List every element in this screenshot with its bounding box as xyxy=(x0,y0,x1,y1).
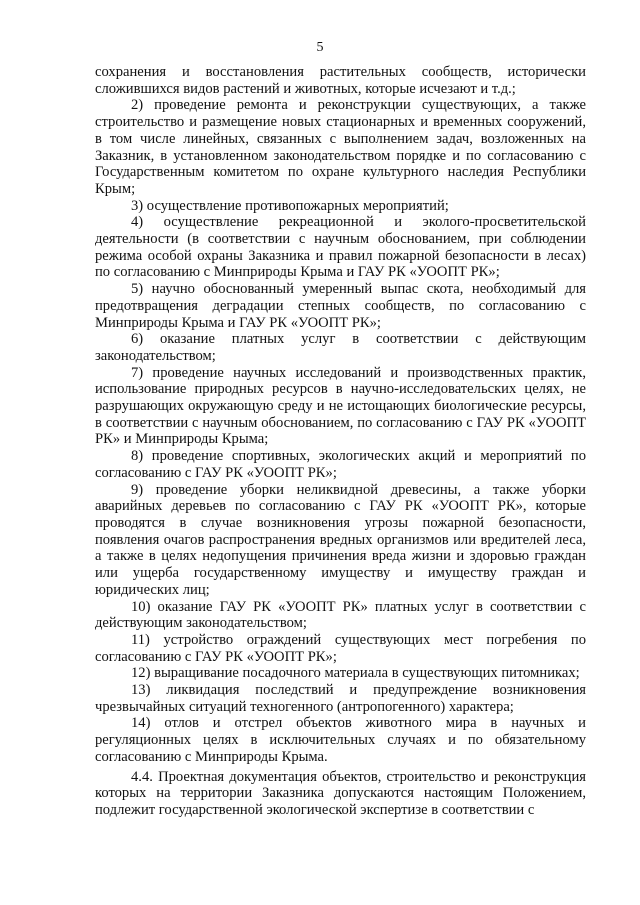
list-item-8: 8) проведение спортивных, экологических акций и мероприятий по согласованию с ГАУ РК «УООПТ РК»; xyxy=(95,448,586,481)
list-item-12: 12) выращивание посадочного материала в существующих питомниках; xyxy=(131,665,580,682)
list-item-3: 3) осуществление противопожарных мероприятий; xyxy=(131,197,449,214)
list-item-6: 6) оказание платных услуг в соответствии с действующим законодательством; xyxy=(95,331,586,364)
paragraph-continuation: сохранения и восстановления растительных сообществ, исторически сложившихся видов растений и животных, которые исчезают и т.д.; xyxy=(95,64,586,97)
section-4-4: 4.4. Проектная документация объектов, строительство и реконструкция которых на территории Заказника допускаются настоящим Положением, подлежит государственной экологической экспертизе в соответствии с xyxy=(95,768,586,818)
list-item-2: 2) проведение ремонта и реконструкции существующих, а также строительство и размещение новых стационарных и временных сооружений, в том числе линейных, связанных с выполнением задач, возложенных на Заказник, в установленном законодательством порядке и по согласованию с Государственным комитетом по охране культурного наследия Республики Крым; xyxy=(95,97,586,197)
list-item-4: 4) осуществление рекреационной и эколого-просветительской деятельности (в соответствии с научным обоснованием, при соблюдении режима особой охраны Заказника и правил пожарной безопасности в лесах) по согласованию с Минприроды Крыма и ГАУ РК «УООПТ РК»; xyxy=(95,214,586,281)
list-item-9: 9) проведение уборки неликвидной древесины, а также уборки аварийных деревьев по согласованию с ГАУ РК «УООПТ РК», которые проводятся в случае возникновения угрозы пожарной безопасности, появления очагов распространения вредных организмов или вредителей леса, а также в целях недопущения причинения вреда жизни и здоровью граждан или ущерба государственному имуществу и имуществу граждан и юридических лиц; xyxy=(95,481,586,598)
list-item-7: 7) проведение научных исследований и производственных практик, использование природных ресурсов в научно-исследовательских целях, не разрушающих окружающую среду и не истощающих биологические ресурсы, в соответствии с научным обоснованием, по согласованию с ГАУ РК «УООПТ РК» и Минприроды Крыма; xyxy=(95,364,586,448)
page-number: 5 xyxy=(316,40,324,55)
list-item-5: 5) научно обоснованный умеренный выпас скота, необходимый для предотвращения деградации степных сообществ, по согласованию с Минприроды Крыма и ГАУ РК «УООПТ РК»; xyxy=(95,281,586,331)
list-item-14: 14) отлов и отстрел объектов животного мира в научных и регуляционных целях в исключительных случаях и по обязательному согласованию с Минприроды Крыма. xyxy=(95,715,586,765)
list-item-10: 10) оказание ГАУ РК «УООПТ РК» платных услуг в соответствии с действующим законодательством; xyxy=(95,598,586,632)
list-item-13: 13) ликвидация последствий и предупреждение возникновения чрезвычайных ситуаций техногенного (антропогенного) характера; xyxy=(95,682,586,715)
document-body xyxy=(95,64,586,819)
list-item-11: 11) устройство ограждений существующих мест погребения по согласованию с ГАУ РК «УООПТ РК»; xyxy=(95,631,586,665)
